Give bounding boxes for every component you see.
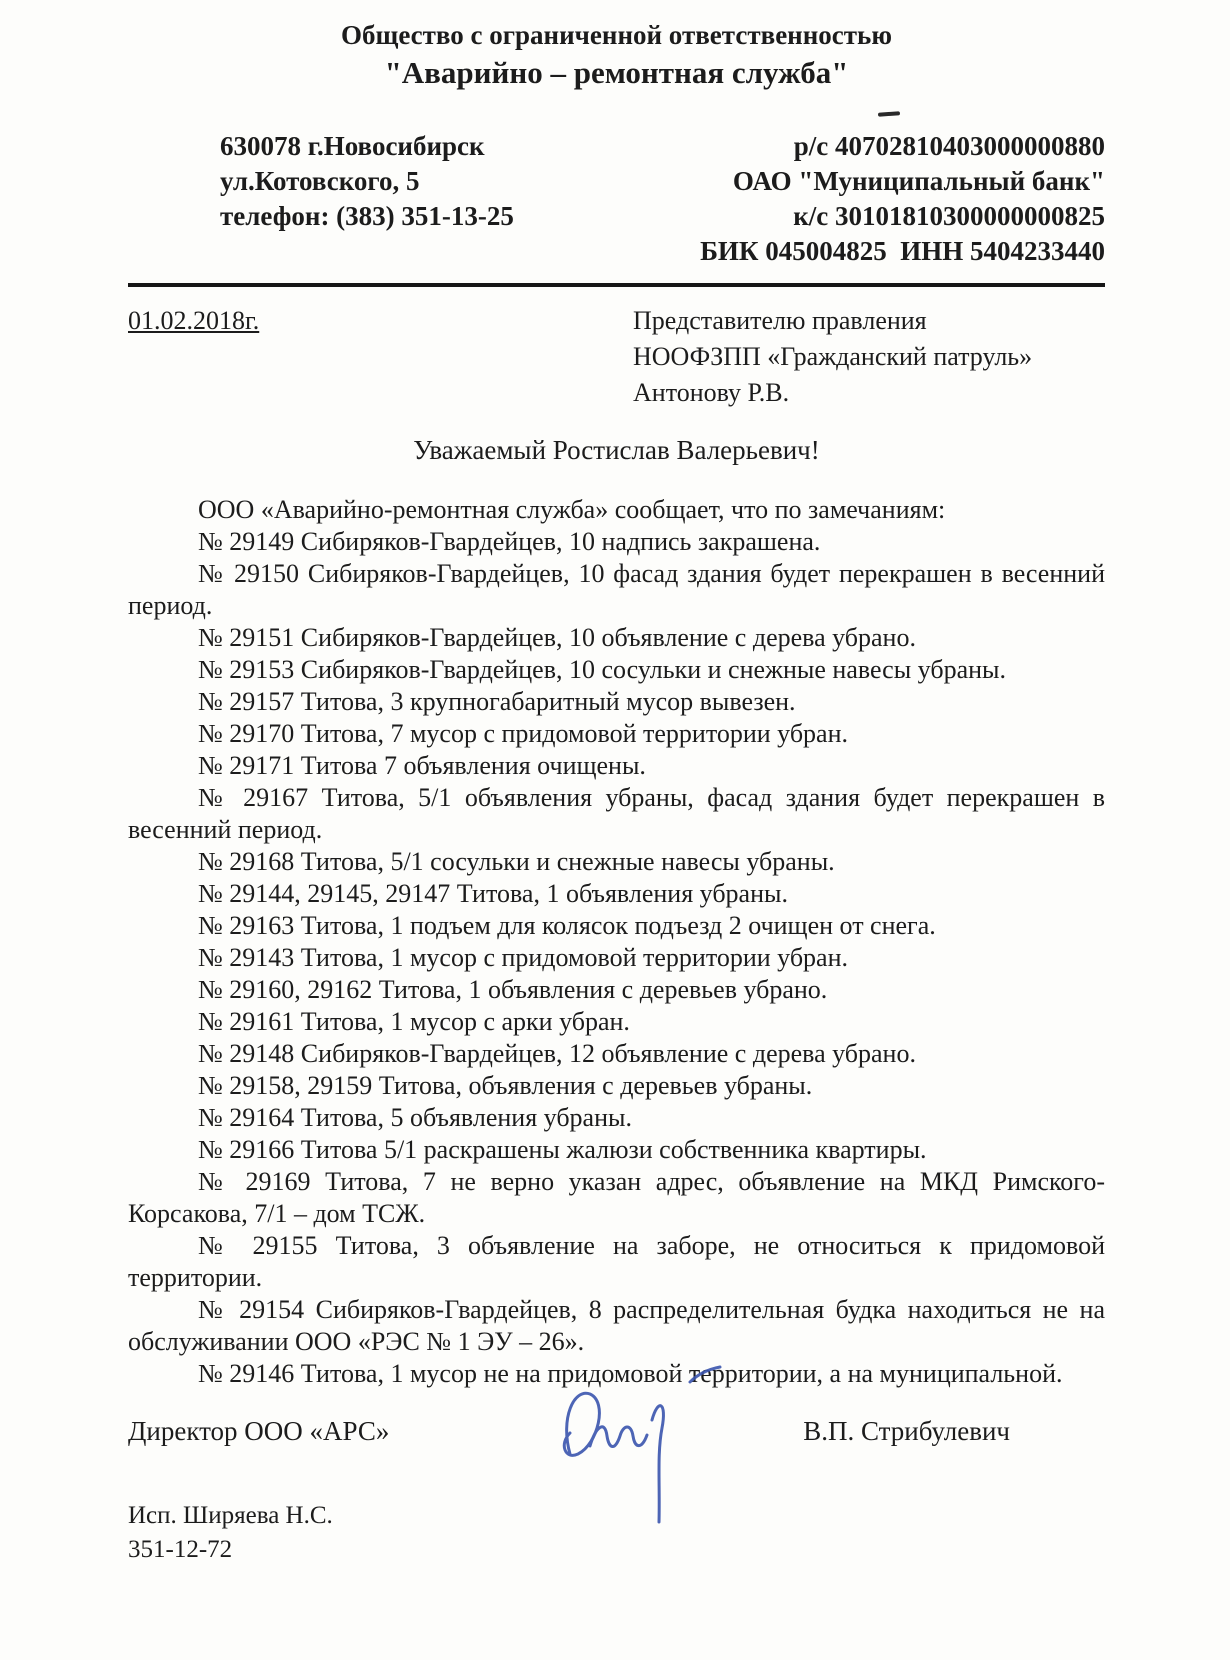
date-recipient-row bbox=[128, 303, 1105, 411]
body-paragraph: № 29154 Сибиряков-Гвардейцев, 8 распределительная будка находиться не на обслуживании ООО «РЭС № 1 ЭУ – 26». bbox=[128, 1295, 1105, 1356]
body-paragraph: № 29158, 29159 Титова, объявления с деревьев убраны. bbox=[198, 1071, 813, 1100]
recipient-line: Антонову Р.В. bbox=[633, 378, 790, 407]
footer-block bbox=[128, 1499, 1105, 1567]
body-paragraph: № 29155 Титова, 3 объявление на заборе, не относиться к придомовой территории. bbox=[128, 1231, 1105, 1292]
body-paragraph: № 29168 Титова, 5/1 сосульки и снежные навесы убраны. bbox=[198, 847, 835, 876]
signer-name: В.П. Стрибулевич bbox=[803, 1416, 1010, 1446]
bank-detail-line: БИК 045004825 ИНН 5404233440 bbox=[700, 236, 1105, 266]
sender-address bbox=[220, 129, 514, 234]
bank-detail-line: к/с 30101810300000000825 bbox=[793, 201, 1105, 231]
address-line: телефон: (383) 351-13-25 bbox=[220, 201, 514, 231]
salutation: Уважаемый Ростислав Валерьевич! bbox=[413, 435, 820, 465]
body-paragraph: № 29144, 29145, 29147 Титова, 1 объявления убраны. bbox=[198, 879, 788, 908]
pen-mark bbox=[878, 111, 900, 117]
body-paragraph: № 29161 Титова, 1 мусор с арки убран. bbox=[198, 1007, 630, 1036]
bank-detail-line: ОАО "Муниципальный банк" bbox=[732, 166, 1105, 196]
contacts-block bbox=[128, 129, 1105, 269]
body-paragraph: № 29164 Титова, 5 объявления убраны. bbox=[198, 1103, 632, 1132]
body-paragraph: № 29170 Титова, 7 мусор с придомовой территории убран. bbox=[198, 719, 849, 748]
org-type-line: Общество с ограниченной ответственностью bbox=[341, 20, 892, 50]
body-paragraph: № 29150 Сибиряков-Гвардейцев, 10 фасад здания будет перекрашен в весенний период. bbox=[128, 559, 1105, 620]
executor-phone: 351-12-72 bbox=[128, 1536, 233, 1563]
signature-row bbox=[128, 1416, 1105, 1447]
org-name-line: "Аварийно – ремонтная служба" bbox=[384, 55, 849, 90]
executor-line: Исп. Ширяева Н.С. bbox=[128, 1502, 333, 1529]
body-paragraph: № 29149 Сибиряков-Гвардейцев, 10 надпись закрашена. bbox=[198, 527, 821, 556]
letter-date: 01.02.2018г. bbox=[128, 306, 260, 335]
body-paragraph: № 29163 Титова, 1 подъем для колясок подъезд 2 очищен от снега. bbox=[198, 911, 936, 940]
body-paragraph: ООО «Аварийно-ремонтная служба» сообщает, что по замечаниям: bbox=[198, 495, 946, 524]
body-paragraph: № 29153 Сибиряков-Гвардейцев, 10 сосульки и снежные навесы убраны. bbox=[198, 655, 1006, 684]
address-line: ул.Котовского, 5 bbox=[220, 166, 420, 196]
body-paragraph: № 29146 Титова, 1 мусор не на придомовой территории, а на муниципальной. bbox=[198, 1359, 1063, 1388]
body-paragraph: № 29166 Титова 5/1 раскрашены жалюзи собственника квартиры. bbox=[198, 1135, 927, 1164]
body-paragraph: № 29167 Титова, 5/1 объявления убраны, фасад здания будет перекрашен в весенний период. bbox=[128, 783, 1105, 844]
body-paragraph: № 29157 Титова, 3 крупногабаритный мусор вывезен. bbox=[198, 687, 796, 716]
director-title: Директор ООО «АРС» bbox=[128, 1416, 390, 1446]
letter-body bbox=[128, 494, 1105, 1390]
bank-detail-line: р/с 40702810403000000880 bbox=[793, 131, 1105, 161]
recipient-line: НООФЗПП «Гражданский патруль» bbox=[633, 342, 1033, 371]
body-paragraph: № 29143 Титова, 1 мусор с придомовой территории убран. bbox=[198, 943, 849, 972]
recipient-line: Представителю правления bbox=[633, 306, 927, 335]
body-paragraph: № 29171 Титова 7 объявления очищены. bbox=[198, 751, 646, 780]
address-line: 630078 г.Новосибирск bbox=[220, 131, 485, 161]
recipient-block bbox=[633, 303, 1105, 411]
body-paragraph: № 29148 Сибиряков-Гвардейцев, 12 объявление с дерева убрано. bbox=[198, 1039, 916, 1068]
bank-details bbox=[700, 129, 1105, 269]
header-divider bbox=[128, 283, 1105, 287]
body-paragraph: № 29151 Сибиряков-Гвардейцев, 10 объявление с дерева убрано. bbox=[198, 623, 916, 652]
body-paragraph: № 29160, 29162 Титова, 1 объявления с деревьев убрано. bbox=[198, 975, 828, 1004]
body-paragraph: № 29169 Титова, 7 не верно указан адрес, объявление на МКД Римского-Корсакова, 7/1 – дом ТСЖ. bbox=[128, 1167, 1105, 1228]
